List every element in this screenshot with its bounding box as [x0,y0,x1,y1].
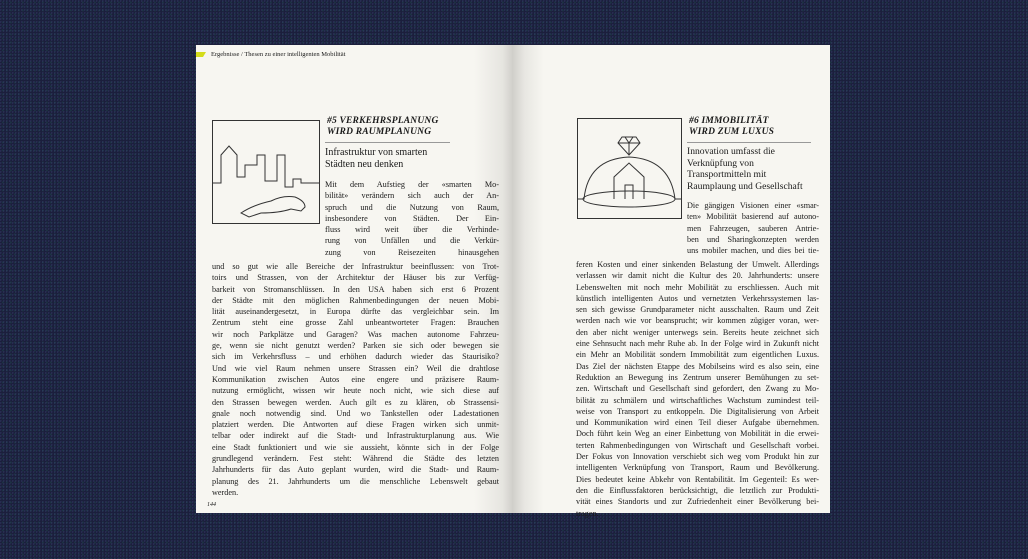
text-line: gnale noch notwendig sind. Und wo Tankstellen oder Ladestationen [212,408,499,418]
text-line: ge, wenn sie nicht genutzt werden? Parken sie sich oder bewegen sie [212,341,499,351]
text-line: grundlegend verändern. Fest steht: Während die Städte des letzten [212,454,499,464]
divider [687,142,811,143]
text-line: der Städte mit den möglichen Rahmenbedingungen der neuen Mobi- [212,295,499,305]
city-skyline-car-icon [212,120,320,224]
text-line: barkeit von Stromanschlüssen. In den USA haben sich erst 6 Prozent [212,284,499,294]
text-line: werden. [212,487,239,497]
text-line: wir noch Parkplätze und Garagen? Was machen autonome Fahrzeu- [212,329,499,339]
text-line: Das Ziel der nächsten Etappe des Mobilseins wird es also sein, eine [576,361,819,371]
section-heading: #6 IMMOBILITÄT WIRD ZUM LUXUS [689,116,775,137]
text-line: men Fahrzeugen, sauberen Antrie- [687,223,819,233]
text-line: fluss wird weit über die Verhinde- [325,225,499,235]
text-line: sich im Verkehrsfluss – und erhöhen dadurch wieder das Staurisiko? [212,352,499,362]
accent-flag [196,52,206,57]
text-line: und so gut wie alle Bereiche der Infrastruktur beeinflussen: von Trot- [212,262,499,271]
text-line: uns mobiler machen, und dies bei tie- [687,246,819,256]
right-page [512,45,830,518]
text-line: Kommunikation zwischen Autos eine engere und präzisere Raum- [212,374,499,384]
running-head [196,51,345,58]
text-line: feren Kosten und einer sinkenden Belastung der Umwelt. Allerdings [576,260,819,269]
text-line: Jahrhunderts für das Auto geplant wurden, wird die Stadt- und Raum- [212,465,499,475]
body-text [212,261,499,498]
text-line: zen. Wirtschaft und Gesellschaft sind gefordert, den Zwang zu Mo- [576,384,819,394]
text-line: bilität» verändern sich auch der An- [325,191,499,201]
body-text-narrow [325,179,499,258]
text-line: telbar oder indirekt auf die Stadt- und Infrastrukturplanung aus. Wie [212,431,499,441]
text-line: Und wie viel Raum nehmen unsere Strassen ein? Weil die drahtlose [212,363,499,373]
text-line: werden nach wie vor beansprucht; wir kommen zügiger voran, wer- [576,316,819,326]
text-line: Zentrum steht eine grosse Zahl unbeantworteter Fragen: Brauchen [212,318,499,328]
text-line: bilität zu schmälern und wirtschaftliches Wachstum zumindest teil- [576,395,819,405]
text-line: planung des 21. Jahrhunderts um die menschliche Lebenswelt gebaut [212,476,499,486]
text-line: ein Mehr an Mobilität sondern Immobilität zum eigentlichen Luxus. [576,350,819,360]
text-line: zung von Reisezeiten hinausgehen [325,247,499,257]
text-line: ten» Mobilität basierend auf autono- [687,212,819,222]
text-line: den aber nicht weniger unterwegs sein. Bereits heute zeichnet sich [576,327,819,337]
text-line: rung von Unfällen und die Verkür- [325,236,499,246]
text-line: nutzung ermöglicht, wissen wir heute noch nicht, wie sich diese auf [212,386,499,396]
text-line: tragen. [576,508,599,518]
subheading: Innovation umfasst die Verknüpfung von Transportmitteln mit Raumplaung und Gesellschaft [687,146,803,192]
text-line: künstlich intelligenten Autos und vernetzten Verkehrssystemen las- [576,293,819,303]
running-head-text: Ergebnisse / Thesen zu einer intelligenten Mobilität [211,51,346,58]
text-line: platziert werden. Die Antworten auf diese Fragen wirken sich unmit- [212,420,499,430]
text-line: eine Sehnsucht nach mehr Ruhe ab. In der Folge wird in Zukunft nicht [576,339,819,349]
text-line: insbesondere von Städten. Der Ein- [325,213,499,223]
divider [325,142,450,143]
text-line: Doch führt kein Weg an einer Einbettung von Mobilität in die erwei- [576,429,819,439]
text-line: Dies bedeutet keine Abkehr von Rentabilität. Im Gegenteil: Es wer- [576,474,819,484]
section-heading: #5 VERKEHRSPLANUNG WIRD RAUMPLANUNG [327,116,439,137]
text-line: Reduktion an Bewegung ins Zentrum unserer Bemühungen zu set- [576,372,819,382]
text-line: Mit dem Aufstieg der «smarten Mo- [325,180,499,189]
text-line: weise von Transport zu entkoppeln. Die Digitalisierung von Arbeit [576,406,819,416]
text-line: Der Fokus von Innovation verschiebt sich weg vom Produkt hin zur [576,452,819,462]
body-text [576,259,819,519]
house-under-dome-diamond-icon [577,118,682,219]
text-line: terten Rahmenbedingungen von Wirtschaft und Gesellschaft vorbei. [576,440,819,450]
left-page [196,45,512,513]
text-line: vität eines Standorts und zur Zufriedenheit einer Bevölkerung bei- [576,497,819,507]
text-line: spruch und die Nutzung von Raum, [325,202,499,212]
text-line: sen sich gewisse Grundparameter nicht ausschalten. Raum und Zeit [576,305,819,315]
body-text-narrow [687,200,819,256]
text-line: verlassen wir damit nicht die Kultur des 20. Jahrhunderts: unsere [576,271,819,281]
text-line: und Kommunikation wird einen Teil dieser Aufgabe übernehmen. [576,418,819,428]
text-line: lität auseinandergesetzt, in Europa dürfte das vergleichbar sein. Im [212,307,499,317]
page-number: 144 [207,502,216,508]
text-line: ben und Sharingkonzepten werden [687,234,819,244]
text-line: den die Einflussfaktoren berücksichtigt, die letztlich zur Produkti- [576,485,819,495]
text-line: intelligenten Verknüpfung von Transport, Raum und Bevölkerung. [576,463,819,473]
text-line: Die gängigen Visionen einer «smar- [687,201,819,210]
text-line: Lebenswelten mit noch mehr Mobilität zu erschliessen. Auch mit [576,282,819,292]
text-line: den Strassen bewegen werden. Auch gilt es zu klären, ob Strassensi- [212,397,499,407]
text-line: toirs und Strassen, von der Architektur der Häuser bis zur Verfüg- [212,273,499,283]
subheading: Infrastruktur von smarten Städten neu denken [325,147,428,170]
text-line: eine Stadt funktioniert und wie sie aussieht, könnte sich in der Folge [212,442,499,452]
